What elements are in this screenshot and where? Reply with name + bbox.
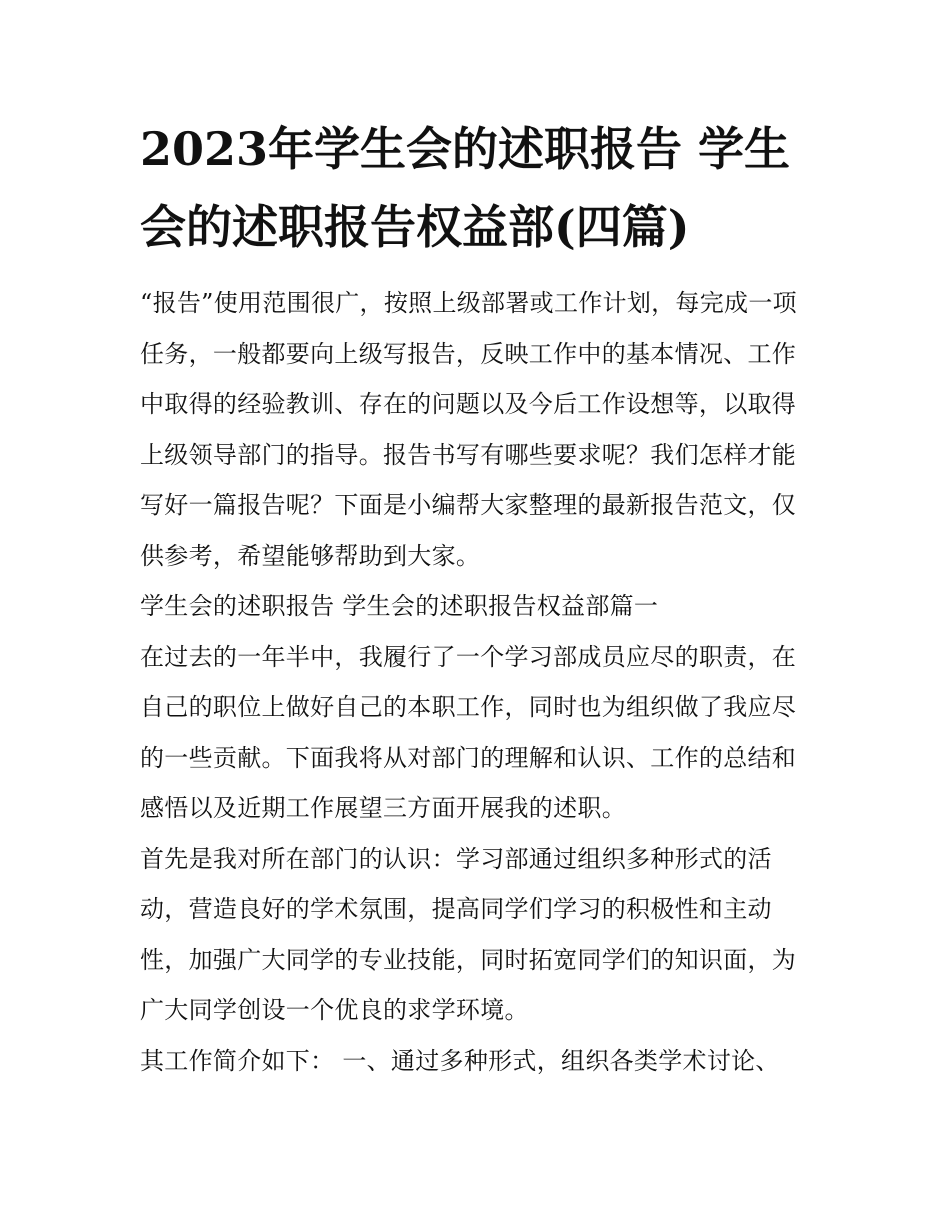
- section-heading: 学生会的述职报告 学生会的述职报告权益部篇一: [140, 592, 659, 620]
- document-page: [140, 110, 815, 1086]
- intro-paragraph: “报告”使用范围很广，按照上级部署或工作计划，每完成一项任务，一般都要向上级写报告，反映工作中的基本情况、工作中取得的经验教训、存在的问题以及今后工作设想等，以取得上级领导部门的指导。报告书写有哪些要求呢？我们怎样才能写好一篇报告呢？下面是小编帮大家整理的最新报告范文，仅供参考，希望能够帮助到大家。: [140, 289, 797, 570]
- body-paragraph: 首先是我对所在部门的认识：学习部通过组织多种形式的活动，营造良好的学术氛围，提高同学们学习的积极性和主动性，加强广大同学的专业技能，同时拓宽同学们的知识面，为广大同学创设一个优良的求学环境。: [140, 844, 797, 1024]
- body-paragraph: 其工作简介如下： 一、通过多种形式，组织各类学术讨论、: [140, 1046, 780, 1075]
- body-paragraph: 在过去的一年半中，我履行了一个学习部成员应尽的职责，在自己的职位上做好自己的本职工作，同时也为组织做了我应尽的一些贡献。下面我将从对部门的理解和认识、工作的总结和感悟以及近期工作展望三方面开展我的述职。: [140, 642, 797, 822]
- document-title: 2023年学生会的述职报告 学生会的述职报告权益部(四篇): [140, 122, 791, 254]
